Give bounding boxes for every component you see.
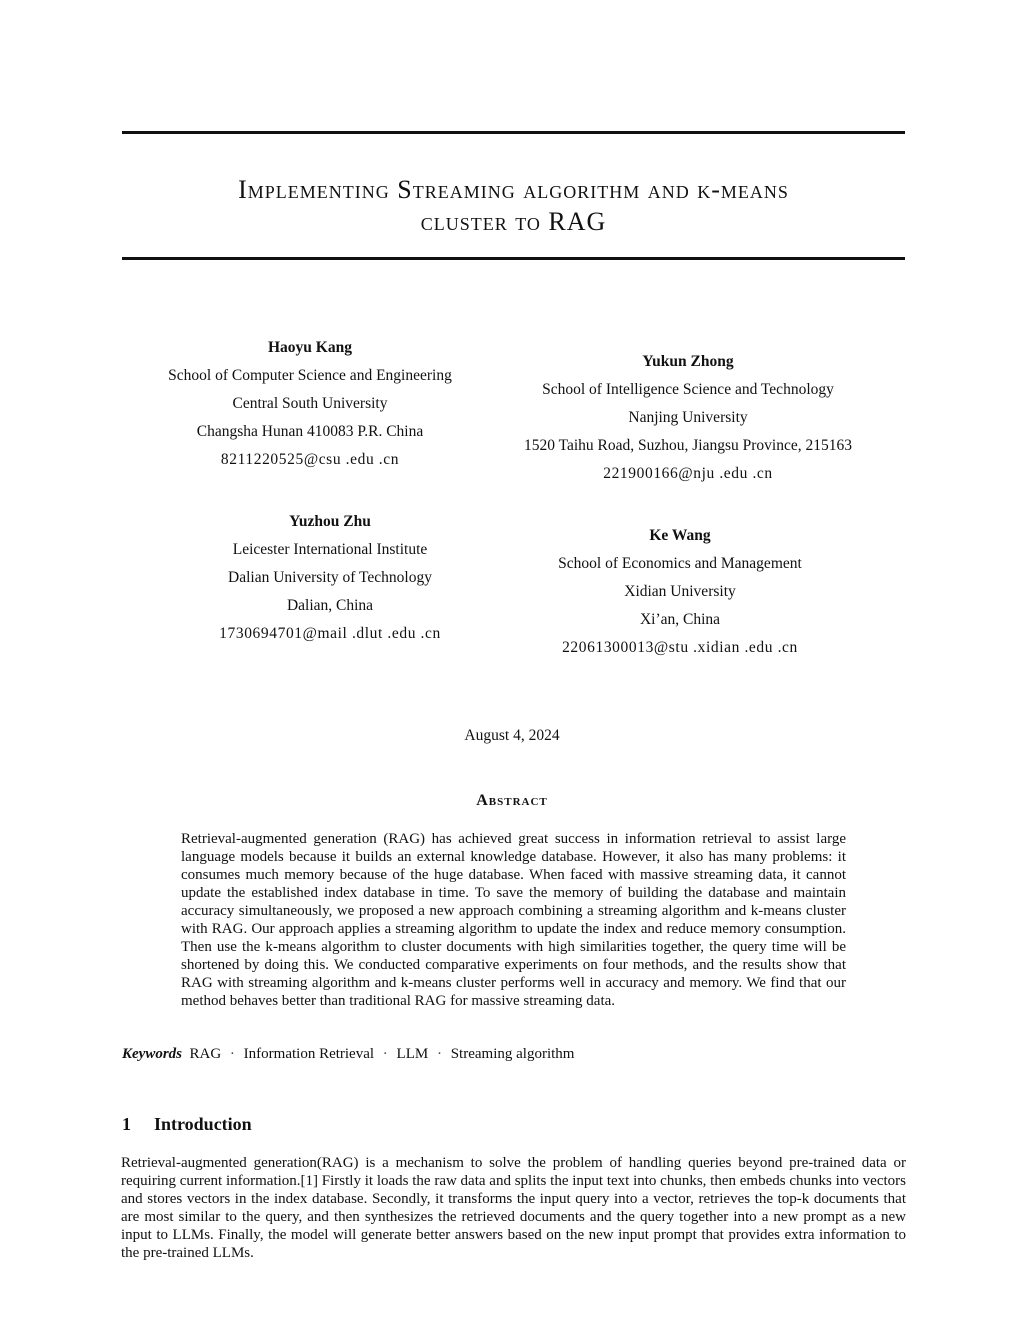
section-number: 1 — [122, 1114, 131, 1134]
author-block-kang — [140, 334, 480, 474]
author-institution: Xidian University — [624, 583, 736, 600]
section-title: Introduction — [154, 1114, 252, 1134]
publication-date: August 4, 2024 — [464, 727, 560, 744]
keyword-separator: · — [382, 1046, 388, 1062]
keyword-item: Streaming algorithm — [450, 1046, 575, 1062]
keyword-item: LLM — [396, 1046, 429, 1062]
keyword-item: Information Retrieval — [243, 1046, 375, 1062]
keywords-label: Keywords — [122, 1046, 182, 1062]
paper-title-line-2: cluster to RAG — [420, 207, 607, 236]
author-address: 1520 Taihu Road, Suzhou, Jiangsu Province, 215163 — [524, 437, 852, 454]
author-institution: Nanjing University — [628, 409, 748, 426]
author-address: Changsha Hunan 410083 P.R. China — [196, 423, 424, 440]
author-block-zhu — [150, 508, 510, 648]
author-affiliation: School of Computer Science and Engineering — [168, 367, 452, 384]
author-affiliation: School of Economics and Management — [558, 555, 802, 572]
author-block-wang — [520, 522, 840, 662]
author-email: 8211220525@csu .edu .cn — [220, 451, 400, 468]
introduction-text: Retrieval-augmented generation(RAG) is a mechanism to solve the problem of handling queries beyond pre-trained data or requiring current information.[1] Firstly it loads the raw data and splits the input text into chunks, then embeds chunks into vectors and stores vectors in the index database. Secondly, it transforms the input query into a vector, retrieves the top-k documents that are most similar to the query, and then synthesizes the retrieved documents and the query together into a new prompt as a new input to LLMs. Finally, the model will generate better answers based on the new input prompt that provides extra information to the pre-trained LLMs. — [121, 1155, 906, 1261]
keyword-item: RAG — [189, 1046, 222, 1062]
author-name: Haoyu Kang — [268, 339, 352, 356]
author-email: 1730694701@mail .dlut .edu .cn — [219, 625, 441, 642]
paper-title-line-1: Implementing Streaming algorithm and k-means — [238, 175, 789, 204]
author-institution: Central South University — [232, 395, 388, 412]
section-heading — [122, 1114, 252, 1135]
author-affiliation: School of Intelligence Science and Technology — [542, 381, 834, 398]
author-email: 221900166@nju .edu .cn — [603, 465, 773, 482]
abstract-heading: Abstract — [476, 792, 548, 809]
keywords-line — [122, 1046, 574, 1063]
author-email: 22061300013@stu .xidian .edu .cn — [562, 639, 798, 656]
author-address: Xi’an, China — [639, 611, 721, 628]
author-name: Ke Wang — [649, 527, 711, 544]
author-name: Yukun Zhong — [642, 353, 734, 370]
keyword-separator: · — [229, 1046, 235, 1062]
author-affiliation: Leicester International Institute — [232, 541, 428, 558]
keyword-separator: · — [436, 1046, 442, 1062]
author-block-zhong — [508, 348, 868, 488]
title-bottom-rule — [122, 257, 905, 260]
author-institution: Dalian University of Technology — [228, 569, 432, 586]
author-name: Yuzhou Zhu — [289, 513, 371, 530]
abstract-text: Retrieval-augmented generation (RAG) has achieved great success in information retrieval to assist large language models because it builds an external knowledge database. However, it also has many problems: it consumes much memory because of the huge database. When faced with massive streaming data, it cannot update the established index database in time. To save the memory of building the database and maintain accuracy simultaneously, we proposed a new approach combining a streaming algorithm and k-means cluster with RAG. Our approach applies a streaming algorithm to update the index and reduce memory consumption. Then use the k-means algorithm to cluster documents with high similarities together, the query time will be shortened by doing this. We conducted comparative experiments on four methods, and the results show that RAG with streaming algorithm and k-means cluster performs well in accuracy and memory. We find that our method behaves better than traditional RAG for massive streaming data. — [181, 831, 846, 1009]
author-address: Dalian, China — [286, 597, 374, 614]
title-top-rule — [122, 131, 905, 134]
